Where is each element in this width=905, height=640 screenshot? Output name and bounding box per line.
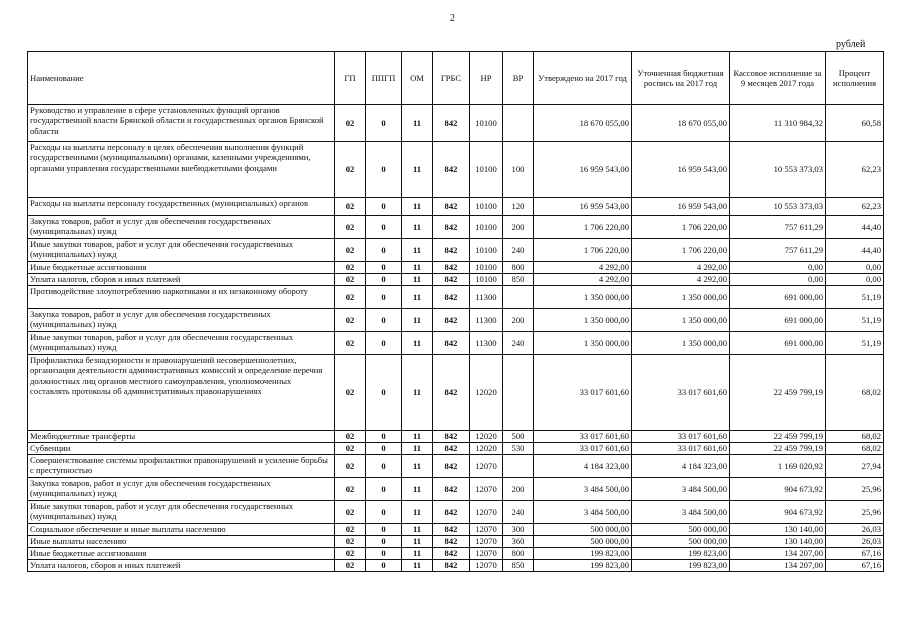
cell-om: 11	[402, 431, 433, 443]
cell-ppgp: 0	[366, 355, 402, 431]
cell-np: 12070	[470, 455, 503, 478]
cell-vr: 850	[503, 274, 534, 286]
cell-approved: 4 292,00	[534, 274, 632, 286]
cell-grbs: 842	[433, 501, 470, 524]
cell-np: 10100	[470, 239, 503, 262]
cell-executed: 0,00	[730, 262, 826, 274]
cell-np: 10100	[470, 198, 503, 216]
cell-executed: 10 553 373,03	[730, 198, 826, 216]
cell-np: 10100	[470, 262, 503, 274]
header-refined: Уточненная бюджетная роспись на 2017 год	[632, 52, 730, 105]
cell-vr: 300	[503, 524, 534, 536]
cell-approved: 3 484 500,00	[534, 501, 632, 524]
cell-np: 11300	[470, 309, 503, 332]
cell-executed: 130 140,00	[730, 536, 826, 548]
cell-vr: 200	[503, 478, 534, 501]
cell-refined: 1 706 220,00	[632, 216, 730, 239]
cell-name: Иные выплаты населению	[28, 536, 335, 548]
cell-gp: 02	[335, 560, 366, 572]
cell-om: 11	[402, 355, 433, 431]
cell-grbs: 842	[433, 524, 470, 536]
table-row	[28, 548, 884, 560]
cell-vr	[503, 355, 534, 431]
cell-ppgp: 0	[366, 455, 402, 478]
cell-percent: 25,96	[826, 478, 884, 501]
cell-percent: 62,23	[826, 198, 884, 216]
cell-gp: 02	[335, 455, 366, 478]
cell-om: 11	[402, 216, 433, 239]
budget-execution-table	[27, 51, 884, 572]
header-percent: Процент исполнения	[826, 52, 884, 105]
cell-om: 11	[402, 105, 433, 142]
cell-grbs: 842	[433, 105, 470, 142]
cell-percent: 67,16	[826, 560, 884, 572]
cell-vr: 530	[503, 443, 534, 455]
table-row	[28, 105, 884, 142]
cell-om: 11	[402, 455, 433, 478]
table-row	[28, 274, 884, 286]
cell-om: 11	[402, 536, 433, 548]
table-row	[28, 198, 884, 216]
cell-refined: 500 000,00	[632, 524, 730, 536]
cell-grbs: 842	[433, 198, 470, 216]
cell-approved: 1 350 000,00	[534, 309, 632, 332]
cell-np: 12070	[470, 536, 503, 548]
cell-ppgp: 0	[366, 262, 402, 274]
table-row	[28, 332, 884, 355]
cell-grbs: 842	[433, 443, 470, 455]
table-row	[28, 286, 884, 309]
cell-refined: 1 350 000,00	[632, 332, 730, 355]
cell-gp: 02	[335, 524, 366, 536]
cell-gp: 02	[335, 478, 366, 501]
cell-grbs: 842	[433, 548, 470, 560]
cell-np: 12020	[470, 431, 503, 443]
cell-name: Совершенствование системы профилактики правонарушений и усиление борьбы с преступностью	[28, 455, 335, 478]
cell-grbs: 842	[433, 309, 470, 332]
cell-executed: 22 459 799,19	[730, 443, 826, 455]
cell-executed: 134 207,00	[730, 548, 826, 560]
cell-om: 11	[402, 560, 433, 572]
cell-gp: 02	[335, 105, 366, 142]
cell-executed: 757 611,29	[730, 216, 826, 239]
cell-approved: 4 184 323,00	[534, 455, 632, 478]
cell-grbs: 842	[433, 332, 470, 355]
cell-percent: 26,03	[826, 524, 884, 536]
currency-unit-label: рублей	[836, 39, 866, 50]
cell-percent: 62,23	[826, 142, 884, 198]
cell-refined: 33 017 601,60	[632, 431, 730, 443]
cell-name: Уплата налогов, сборов и иных платежей	[28, 274, 335, 286]
cell-executed: 134 207,00	[730, 560, 826, 572]
cell-gp: 02	[335, 286, 366, 309]
cell-refined: 1 706 220,00	[632, 239, 730, 262]
table-row	[28, 443, 884, 455]
cell-om: 11	[402, 443, 433, 455]
cell-executed: 1 169 020,92	[730, 455, 826, 478]
cell-ppgp: 0	[366, 536, 402, 548]
cell-np: 12070	[470, 524, 503, 536]
header-np: НР	[470, 52, 503, 105]
cell-approved: 33 017 601,60	[534, 431, 632, 443]
table-row	[28, 355, 884, 431]
cell-percent: 60,58	[826, 105, 884, 142]
cell-percent: 51,19	[826, 309, 884, 332]
page-number: 2	[450, 13, 455, 24]
cell-name: Иные закупки товаров, работ и услуг для обеспечения государственных (муниципальных) нужд	[28, 239, 335, 262]
cell-approved: 500 000,00	[534, 524, 632, 536]
cell-np: 12070	[470, 478, 503, 501]
table-row	[28, 455, 884, 478]
cell-ppgp: 0	[366, 274, 402, 286]
cell-grbs: 842	[433, 455, 470, 478]
cell-refined: 1 350 000,00	[632, 286, 730, 309]
cell-grbs: 842	[433, 286, 470, 309]
cell-name: Руководство и управление в сфере установленных функций органов государственной власти Брянской области и государственных органов Брянской области	[28, 105, 335, 142]
table-row	[28, 536, 884, 548]
cell-np: 10100	[470, 216, 503, 239]
cell-executed: 130 140,00	[730, 524, 826, 536]
cell-executed: 10 553 373,03	[730, 142, 826, 198]
header-gp: ГП	[335, 52, 366, 105]
header-ppgp: ППГП	[366, 52, 402, 105]
cell-executed: 11 310 984,32	[730, 105, 826, 142]
cell-approved: 16 959 543,00	[534, 198, 632, 216]
cell-vr: 240	[503, 239, 534, 262]
cell-grbs: 842	[433, 216, 470, 239]
cell-ppgp: 0	[366, 286, 402, 309]
cell-om: 11	[402, 332, 433, 355]
cell-name: Профилактика безнадзорности и правонарушений несовершеннолетних, организация деятельности административных комиссий и определение перечня должностных лиц органов местного самоуправления, уполномоченных составлять протоколы об административных правонарушениях	[28, 355, 335, 431]
cell-refined: 4 292,00	[632, 274, 730, 286]
cell-refined: 33 017 601,60	[632, 355, 730, 431]
cell-ppgp: 0	[366, 216, 402, 239]
cell-np: 12070	[470, 548, 503, 560]
cell-percent: 51,19	[826, 332, 884, 355]
cell-refined: 4 292,00	[632, 262, 730, 274]
cell-vr: 100	[503, 142, 534, 198]
cell-approved: 4 292,00	[534, 262, 632, 274]
cell-gp: 02	[335, 355, 366, 431]
cell-om: 11	[402, 524, 433, 536]
cell-gp: 02	[335, 431, 366, 443]
cell-gp: 02	[335, 536, 366, 548]
cell-vr	[503, 455, 534, 478]
header-name: Наименование	[28, 52, 335, 105]
cell-name: Закупка товаров, работ и услуг для обеспечения государственных (муниципальных) нужд	[28, 216, 335, 239]
cell-gp: 02	[335, 309, 366, 332]
cell-gp: 02	[335, 239, 366, 262]
header-approved: Утверждено на 2017 год	[534, 52, 632, 105]
cell-executed: 691 000,00	[730, 286, 826, 309]
table-row	[28, 142, 884, 198]
cell-executed: 904 673,92	[730, 501, 826, 524]
cell-name: Социальное обеспечение и иные выплаты населению	[28, 524, 335, 536]
cell-om: 11	[402, 548, 433, 560]
cell-approved: 199 823,00	[534, 560, 632, 572]
cell-om: 11	[402, 286, 433, 309]
cell-percent: 68,02	[826, 431, 884, 443]
cell-np: 10100	[470, 105, 503, 142]
cell-name: Расходы на выплаты персоналу государственных (муниципальных) органов	[28, 198, 335, 216]
cell-grbs: 842	[433, 355, 470, 431]
cell-gp: 02	[335, 274, 366, 286]
cell-percent: 27,94	[826, 455, 884, 478]
cell-gp: 02	[335, 332, 366, 355]
cell-name: Иные закупки товаров, работ и услуг для обеспечения государственных (муниципальных) нужд	[28, 501, 335, 524]
header-vr: ВР	[503, 52, 534, 105]
header-executed: Кассовое исполнение за 9 месяцев 2017 года	[730, 52, 826, 105]
cell-ppgp: 0	[366, 105, 402, 142]
table-row	[28, 262, 884, 274]
table-body	[28, 105, 884, 572]
header-grbs: ГРБС	[433, 52, 470, 105]
cell-percent: 0,00	[826, 262, 884, 274]
cell-np: 12070	[470, 501, 503, 524]
cell-gp: 02	[335, 198, 366, 216]
cell-percent: 67,16	[826, 548, 884, 560]
cell-name: Межбюджетные трансферты	[28, 431, 335, 443]
cell-np: 12020	[470, 355, 503, 431]
cell-name: Субвенции	[28, 443, 335, 455]
cell-approved: 1 706 220,00	[534, 239, 632, 262]
cell-percent: 25,96	[826, 501, 884, 524]
cell-grbs: 842	[433, 142, 470, 198]
cell-grbs: 842	[433, 536, 470, 548]
cell-om: 11	[402, 142, 433, 198]
cell-om: 11	[402, 309, 433, 332]
cell-ppgp: 0	[366, 548, 402, 560]
cell-om: 11	[402, 501, 433, 524]
cell-gp: 02	[335, 142, 366, 198]
cell-ppgp: 0	[366, 560, 402, 572]
cell-gp: 02	[335, 443, 366, 455]
cell-ppgp: 0	[366, 332, 402, 355]
cell-name: Иные бюджетные ассигнования	[28, 262, 335, 274]
cell-grbs: 842	[433, 262, 470, 274]
cell-np: 11300	[470, 286, 503, 309]
cell-vr: 850	[503, 560, 534, 572]
cell-refined: 3 484 500,00	[632, 501, 730, 524]
cell-refined: 18 670 055,00	[632, 105, 730, 142]
cell-executed: 691 000,00	[730, 332, 826, 355]
cell-vr: 200	[503, 309, 534, 332]
cell-ppgp: 0	[366, 501, 402, 524]
table-row	[28, 501, 884, 524]
cell-name: Иные закупки товаров, работ и услуг для обеспечения государственных (муниципальных) нужд	[28, 332, 335, 355]
cell-grbs: 842	[433, 431, 470, 443]
cell-approved: 1 706 220,00	[534, 216, 632, 239]
table-row	[28, 309, 884, 332]
cell-approved: 199 823,00	[534, 548, 632, 560]
cell-ppgp: 0	[366, 431, 402, 443]
cell-vr	[503, 286, 534, 309]
cell-refined: 4 184 323,00	[632, 455, 730, 478]
cell-vr: 240	[503, 332, 534, 355]
cell-percent: 68,02	[826, 443, 884, 455]
cell-ppgp: 0	[366, 239, 402, 262]
cell-om: 11	[402, 274, 433, 286]
cell-np: 10100	[470, 142, 503, 198]
cell-approved: 3 484 500,00	[534, 478, 632, 501]
cell-approved: 33 017 601,60	[534, 443, 632, 455]
cell-om: 11	[402, 239, 433, 262]
cell-vr: 200	[503, 216, 534, 239]
table-row	[28, 239, 884, 262]
cell-refined: 16 959 543,00	[632, 198, 730, 216]
table-row	[28, 431, 884, 443]
cell-percent: 51,19	[826, 286, 884, 309]
cell-np: 10100	[470, 274, 503, 286]
cell-executed: 757 611,29	[730, 239, 826, 262]
cell-name: Уплата налогов, сборов и иных платежей	[28, 560, 335, 572]
cell-np: 11300	[470, 332, 503, 355]
cell-executed: 691 000,00	[730, 309, 826, 332]
cell-percent: 44,40	[826, 239, 884, 262]
cell-vr: 500	[503, 431, 534, 443]
cell-approved: 18 670 055,00	[534, 105, 632, 142]
table-row	[28, 478, 884, 501]
cell-ppgp: 0	[366, 524, 402, 536]
cell-name: Расходы на выплаты персоналу в целях обеспечения выполнения функций государственными (муниципальными) органами, казенными учреждениями, органами управления государственными внебюджетными фондами	[28, 142, 335, 198]
cell-name: Закупка товаров, работ и услуг для обеспечения государственных (муниципальных) нужд	[28, 309, 335, 332]
header-om: ОМ	[402, 52, 433, 105]
cell-percent: 26,03	[826, 536, 884, 548]
table-row	[28, 216, 884, 239]
cell-ppgp: 0	[366, 443, 402, 455]
cell-ppgp: 0	[366, 142, 402, 198]
cell-gp: 02	[335, 262, 366, 274]
cell-grbs: 842	[433, 560, 470, 572]
cell-approved: 500 000,00	[534, 536, 632, 548]
cell-vr: 120	[503, 198, 534, 216]
cell-ppgp: 0	[366, 309, 402, 332]
cell-percent: 0,00	[826, 274, 884, 286]
cell-executed: 22 459 799,19	[730, 355, 826, 431]
cell-gp: 02	[335, 501, 366, 524]
cell-ppgp: 0	[366, 478, 402, 501]
table-header-row	[28, 52, 884, 105]
cell-approved: 1 350 000,00	[534, 332, 632, 355]
cell-grbs: 842	[433, 239, 470, 262]
cell-refined: 199 823,00	[632, 560, 730, 572]
cell-percent: 68,02	[826, 355, 884, 431]
cell-refined: 3 484 500,00	[632, 478, 730, 501]
cell-executed: 0,00	[730, 274, 826, 286]
cell-name: Закупка товаров, работ и услуг для обеспечения государственных (муниципальных) нужд	[28, 478, 335, 501]
cell-ppgp: 0	[366, 198, 402, 216]
cell-name: Иные бюджетные ассигнования	[28, 548, 335, 560]
cell-np: 12020	[470, 443, 503, 455]
cell-approved: 16 959 543,00	[534, 142, 632, 198]
cell-grbs: 842	[433, 274, 470, 286]
cell-grbs: 842	[433, 478, 470, 501]
table-row	[28, 524, 884, 536]
cell-om: 11	[402, 262, 433, 274]
cell-gp: 02	[335, 548, 366, 560]
cell-vr: 240	[503, 501, 534, 524]
cell-refined: 1 350 000,00	[632, 309, 730, 332]
cell-refined: 33 017 601,60	[632, 443, 730, 455]
cell-vr: 800	[503, 262, 534, 274]
cell-om: 11	[402, 478, 433, 501]
cell-vr	[503, 105, 534, 142]
cell-refined: 500 000,00	[632, 536, 730, 548]
cell-gp: 02	[335, 216, 366, 239]
cell-executed: 22 459 799,19	[730, 431, 826, 443]
cell-approved: 1 350 000,00	[534, 286, 632, 309]
cell-name: Противодействие злоупотреблению наркотиками и их незаконному обороту	[28, 286, 335, 309]
cell-refined: 16 959 543,00	[632, 142, 730, 198]
cell-vr: 800	[503, 548, 534, 560]
table-row	[28, 560, 884, 572]
cell-executed: 904 673,92	[730, 478, 826, 501]
cell-np: 12070	[470, 560, 503, 572]
cell-vr: 360	[503, 536, 534, 548]
cell-om: 11	[402, 198, 433, 216]
cell-percent: 44,40	[826, 216, 884, 239]
cell-refined: 199 823,00	[632, 548, 730, 560]
cell-approved: 33 017 601,60	[534, 355, 632, 431]
